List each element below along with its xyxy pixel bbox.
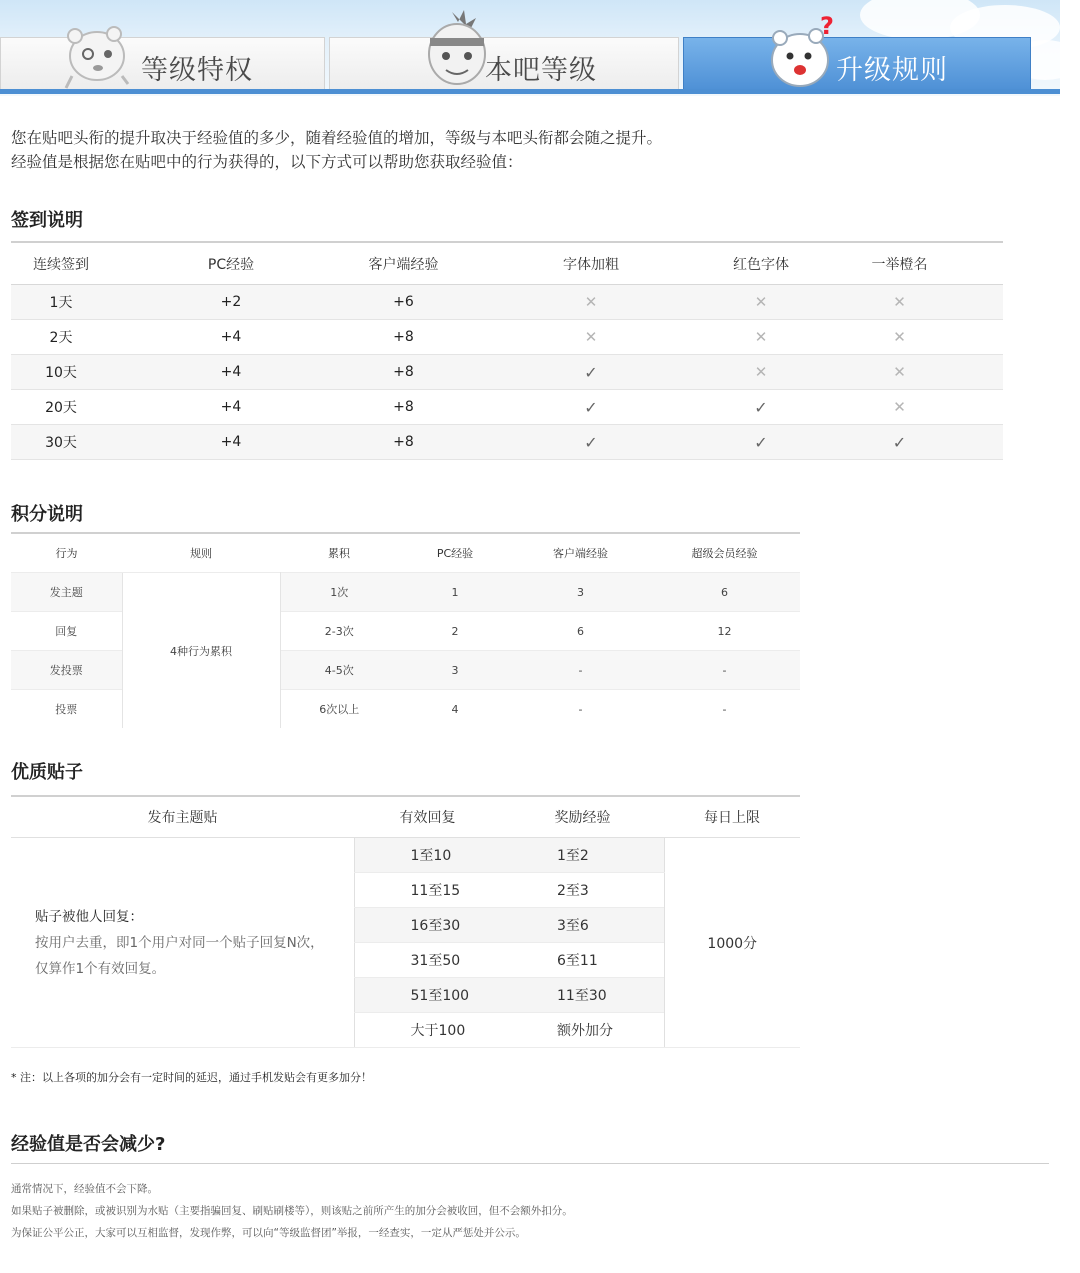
cell-client: 3 <box>512 573 649 612</box>
cell-bold <box>456 390 726 425</box>
cell-replies: 31至50 <box>354 943 501 978</box>
cell-client: +6 <box>351 285 456 320</box>
cell-replies: 51至100 <box>354 978 501 1013</box>
cell-days: 1天 <box>11 285 111 320</box>
cell-accum: 4-5次 <box>280 651 398 690</box>
cell-client: - <box>512 690 649 729</box>
cross-icon: ✕ <box>584 328 598 346</box>
faq-line: 通常情况下，经验值不会下降。 <box>11 1183 158 1195</box>
cell-bold <box>456 355 726 390</box>
cell-client: +8 <box>351 320 456 355</box>
cell-replies: 1至10 <box>354 838 501 873</box>
signin-title: 签到说明 <box>11 210 83 231</box>
cell-accum: 6次以上 <box>280 690 398 729</box>
table-header-row <box>11 796 800 838</box>
note-text: * 注：以上各项的加分会有一定时间的延迟，通过手机发贴会有更多加分！ <box>11 1071 372 1084</box>
header-action: 行为 <box>55 547 78 560</box>
cell-client: +8 <box>351 425 456 460</box>
table-header-row <box>11 533 800 573</box>
cell-accum: 1次 <box>280 573 398 612</box>
cell-pc: +4 <box>111 320 351 355</box>
desc-line: 仅算作1个有效回复。 <box>35 960 166 977</box>
cell-orange <box>796 355 1003 390</box>
cell-bold <box>456 425 726 460</box>
header-pc: PC经验 <box>436 547 474 560</box>
cell-days: 20天 <box>11 390 111 425</box>
signin-table <box>11 241 1003 460</box>
cell-pc: 2 <box>398 612 512 651</box>
cell-bold <box>456 285 726 320</box>
header-accum: 累积 <box>328 547 350 560</box>
table-header-row <box>11 242 1003 285</box>
header-exp: 奖励经验 <box>501 796 664 838</box>
header-client: 客户端经验 <box>351 242 456 285</box>
cell-replies: 11至15 <box>354 873 501 908</box>
cell-orange <box>796 390 1003 425</box>
cell-action: 发投票 <box>11 651 122 690</box>
bear-mascot-icon <box>62 18 132 90</box>
check-icon: ✓ <box>584 362 598 382</box>
cell-bold <box>456 320 726 355</box>
tab-label: 升级规则 <box>836 55 948 86</box>
table-row <box>11 285 1003 320</box>
check-icon: ✓ <box>584 432 598 452</box>
cell-pc: +4 <box>111 355 351 390</box>
cell-exp: 3至6 <box>501 908 664 943</box>
table-row <box>11 320 1003 355</box>
cross-icon: ✕ <box>893 293 906 311</box>
cell-orange <box>796 320 1003 355</box>
table-row <box>11 838 800 873</box>
cell-pc: 4 <box>398 690 512 729</box>
table-row <box>11 425 1003 460</box>
header-post: 发布主题贴 <box>11 796 354 838</box>
cell-exp: 1至2 <box>501 838 664 873</box>
desc-title: 贴子被他人回复： <box>35 908 143 925</box>
cell-pc: +2 <box>111 285 351 320</box>
intro-line: 经验值是根据您在贴吧中的行为获得的，以下方式可以帮助您获取经验值： <box>11 153 523 171</box>
cell-pc: +4 <box>111 390 351 425</box>
tab-level-privilege[interactable] <box>0 37 325 89</box>
tab-upgrade-rules[interactable] <box>683 37 1031 89</box>
cell-days: 30天 <box>11 425 111 460</box>
cell-vip: - <box>649 690 800 729</box>
faq-title: 经验值是否会减少? <box>11 1134 166 1155</box>
intro-line: 您在贴吧头衔的提升取决于经验值的多少，随着经验值的增加，等级与本吧头衔都会随之提升。 <box>11 129 663 147</box>
table-row <box>11 573 800 612</box>
cell-action: 发主题 <box>11 573 122 612</box>
cell-action: 投票 <box>11 690 122 729</box>
cross-icon: ✕ <box>754 293 768 311</box>
cell-vip: 12 <box>649 612 800 651</box>
cell-rule: 4种行为累积 <box>122 573 280 729</box>
cell-replies: 大于100 <box>354 1013 501 1048</box>
cell-exp: 6至11 <box>501 943 664 978</box>
post-description <box>11 838 354 1048</box>
svg-text:?: ? <box>820 14 834 40</box>
intro-text <box>11 126 662 174</box>
cell-exp: 额外加分 <box>501 1013 664 1048</box>
cell-pc: 3 <box>398 651 512 690</box>
cell-client: +8 <box>351 390 456 425</box>
table-row <box>11 390 1003 425</box>
header-vip: 超级会员经验 <box>691 547 758 560</box>
cell-red <box>726 355 796 390</box>
tab-underline <box>0 89 1060 94</box>
faq-text <box>11 1178 573 1244</box>
cross-icon: ✕ <box>754 363 768 381</box>
faq-line: 为保证公平公正，大家可以互相监督，发现作弊，可以向“等级监督团”举报，一经查实，一定从严惩处并公示。 <box>11 1227 526 1239</box>
cell-client: 6 <box>512 612 649 651</box>
cell-vip: - <box>649 651 800 690</box>
header-pc: PC经验 <box>111 242 351 285</box>
cross-icon: ✕ <box>754 328 768 346</box>
desc-line: 按用户去重，即1个用户对同一个贴子回复N次， <box>35 934 324 951</box>
cell-vip: 6 <box>649 573 800 612</box>
cell-accum: 2-3次 <box>280 612 398 651</box>
header-limit: 每日上限 <box>664 796 800 838</box>
quality-table <box>11 795 800 1048</box>
header-banner <box>0 0 1060 96</box>
check-icon: ✓ <box>754 397 768 417</box>
cell-exp: 2至3 <box>501 873 664 908</box>
check-icon: ✓ <box>584 397 598 417</box>
cell-red <box>726 425 796 460</box>
cross-icon: ✕ <box>893 363 906 381</box>
header-replies: 有效回复 <box>354 796 501 838</box>
tab-bar-level[interactable] <box>329 37 679 89</box>
header-rule: 规则 <box>190 547 212 560</box>
check-icon: ✓ <box>892 432 907 452</box>
cell-client: - <box>512 651 649 690</box>
cell-orange <box>796 285 1003 320</box>
header-red: 红色字体 <box>726 242 796 285</box>
cell-red <box>726 390 796 425</box>
check-icon: ✓ <box>754 432 768 452</box>
header-days: 连续签到 <box>11 242 111 285</box>
points-table <box>11 532 800 728</box>
cell-days: 10天 <box>11 355 111 390</box>
header-orange: 一举橙名 <box>796 242 1003 285</box>
cell-exp: 11至30 <box>501 978 664 1013</box>
cell-red <box>726 285 796 320</box>
cell-days: 2天 <box>11 320 111 355</box>
cell-pc: 1 <box>398 573 512 612</box>
cell-orange <box>796 425 1003 460</box>
cross-icon: ✕ <box>893 328 906 346</box>
faq-line: 如果贴子被删除，或被识别为水贴（主要指骗回复、刷贴刷楼等），则该贴之前所产生的加分会被收回，但不会额外扣分。 <box>11 1205 573 1217</box>
cell-pc: +4 <box>111 425 351 460</box>
cell-red <box>726 320 796 355</box>
table-row <box>11 355 1003 390</box>
tab-label: 本吧等级 <box>485 55 597 86</box>
tab-label: 等级特权 <box>141 55 253 86</box>
points-title: 积分说明 <box>11 504 83 525</box>
cell-client: +8 <box>351 355 456 390</box>
cell-limit: 1000分 <box>664 838 800 1048</box>
header-client: 客户端经验 <box>553 547 608 560</box>
header-bold: 字体加粗 <box>456 242 726 285</box>
boy-mascot-icon <box>424 8 490 90</box>
cell-action: 回复 <box>11 612 122 651</box>
cross-icon: ✕ <box>893 398 906 416</box>
quality-title: 优质贴子 <box>11 762 83 783</box>
cross-icon: ✕ <box>584 293 598 311</box>
question-bear-mascot-icon <box>766 14 840 90</box>
faq-divider <box>11 1163 1049 1164</box>
cell-replies: 16至30 <box>354 908 501 943</box>
